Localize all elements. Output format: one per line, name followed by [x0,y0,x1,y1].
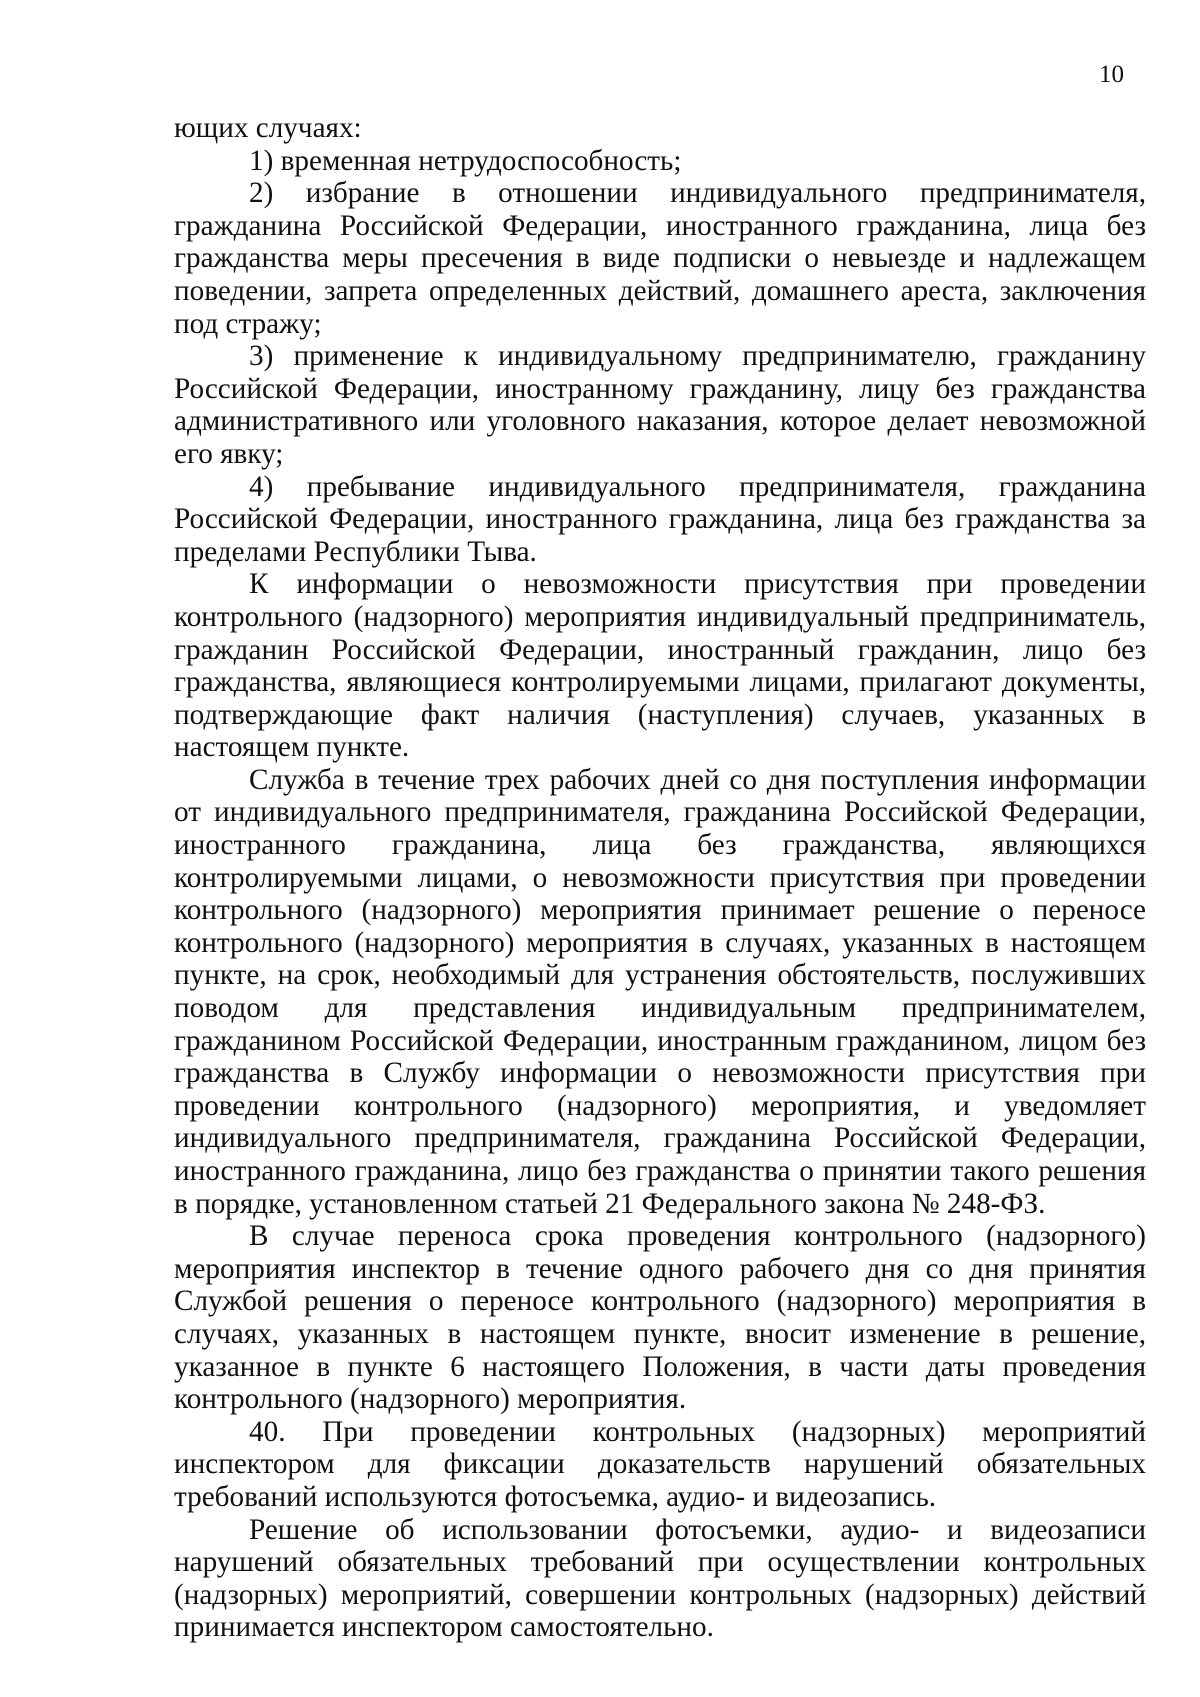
document-body [174,112,1146,1644]
paragraph-documents: К информации о невозможности присутствия при проведении контрольного (надзорного) мероприятия индивидуальный предприниматель, гражданин Российской Федерации, иностранный гражданин, лицо без гражданства, являющиеся контролируемыми лицами, прилагают документы, подтверждающие факт наличия (наступления) случаев, указанных в настоящем пункте. [174,568,1146,764]
page-number: 10 [1099,61,1124,88]
paragraph-recording-decision: Решение об использовании фотосъемки, аудио- и видеозаписи нарушений обязательных требований при осуществлении контрольных (надзорных) мероприятий, совершении контрольных (надзорных) действий принимается инспектором самостоятельно. [174,1513,1146,1644]
list-item-4: 4) пребывание индивидуального предпринимателя, гражданина Российской Федерации, иностранного гражданина, лица без гражданства за пределами Республики Тыва. [174,470,1146,568]
list-item-1: 1) временная нетрудоспособность; [249,144,682,177]
paragraph-date-change: В случае переноса срока проведения контрольного (надзорного) мероприятия инспектор в течение одного рабочего дня со дня принятия Службой решения о переносе контрольного (надзорного) мероприятия в случаях, указанных в настоящем пункте, вносит изменение в решение, указанное в пункте 6 настоящего Положения, в части даты проведения контрольного (надзорного) мероприятия. [174,1220,1146,1416]
paragraph-continuation: ющих случаях: [174,112,362,144]
list-item-3: 3) применение к индивидуальному предпринимателю, гражданину Российской Федерации, иностранному гражданину, лицу без гражданства административного или уголовного наказания, которое делает невозможной его явку; [174,340,1146,470]
paragraph-service-decision: Служба в течение трех рабочих дней со дня поступления информации от индивидуального предпринимателя, гражданина Российской Федерации, иностранного гражданина, лица без гражданства, являющихся контролируемыми лицами, о невозможности присутствия при проведении контрольного (надзорного) мероприятия принимает решение о переносе контрольного (надзорного) мероприятия в случаях, указанных в настоящем пункте, на срок, необходимый для устранения обстоятельств, послуживших поводом для представления индивидуальным предпринимателем, гражданином Российской Федерации, иностранным гражданином, лицом без гражданства в Службу информации о невозможности присутствия при проведении контрольного (надзорного) мероприятия, и уведомляет индивидуального предпринимателя, гражданина Российской Федерации, иностранного гражданина, лицо без гражданства о принятии такого решения в порядке, установленном статьей 21 Федерального закона № 248-ФЗ. [174,763,1146,1220]
paragraph-item-40: 40. При проведении контрольных (надзорных) мероприятий инспектором для фиксации доказательств нарушений обязательных требований используются фотосъемка, аудио- и видеозапись. [174,1415,1146,1513]
list-item-2: 2) избрание в отношении индивидуального предпринимателя, гражданина Российской Федерации, иностранного гражданина, лица без гражданства меры пресечения в виде подписки о невыезде и надлежащем поведении, запрета определенных действий, домашнего ареста, заключения под стражу; [174,177,1146,340]
